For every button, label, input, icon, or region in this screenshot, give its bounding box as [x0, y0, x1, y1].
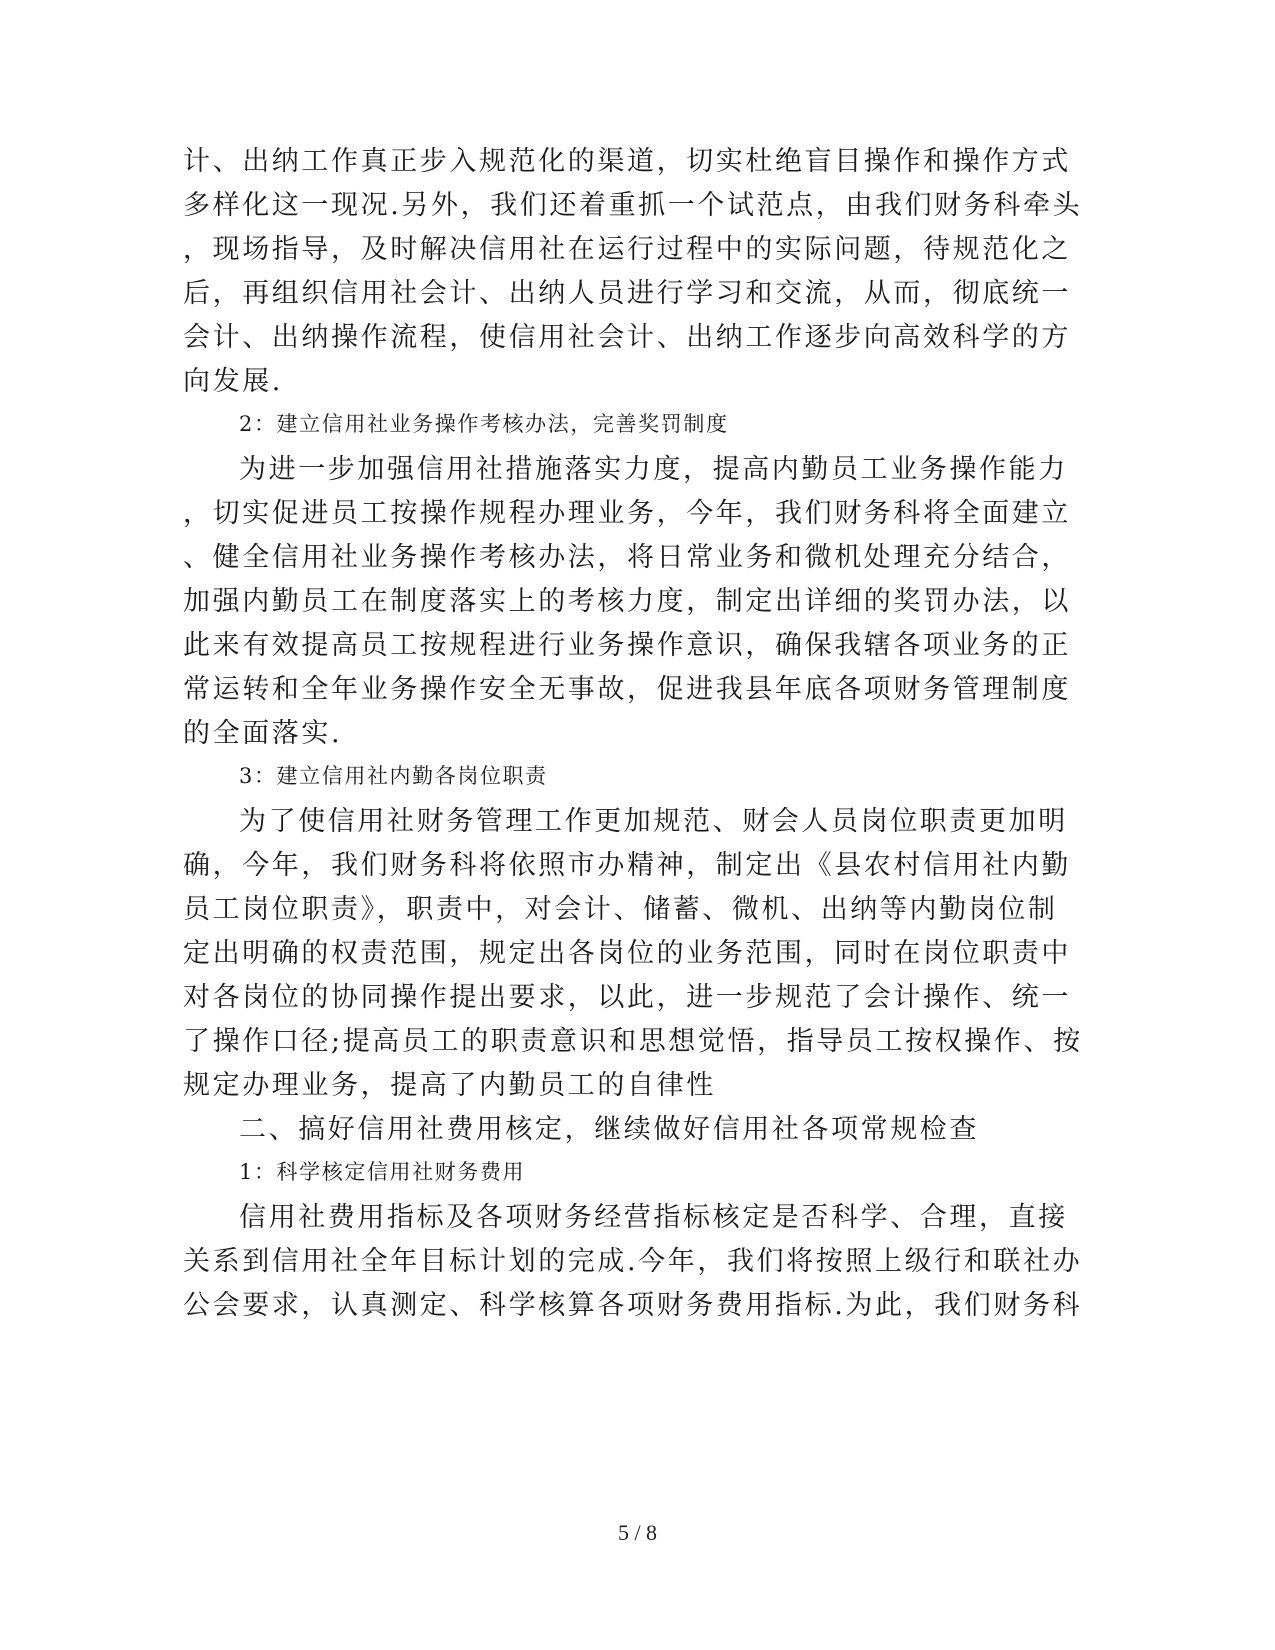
- text-line: 向发展.: [183, 366, 283, 397]
- document-page: [183, 145, 1083, 1333]
- text-line: 为进一步加强信用社措施落实力度，提高内勤员工业务操作能力: [239, 454, 1068, 485]
- text-line: ，切实促进员工按操作规程办理业务，今年，我们财务科将全面建立: [183, 498, 1071, 529]
- text-line: 、健全信用社业务操作考核办法，将日常业务和微机处理充分结合，: [183, 542, 1071, 573]
- text-line: 加强内勤员工在制度落实上的考核力度，制定出详细的奖罚办法，以: [183, 586, 1071, 617]
- subheading-2: 2：建立信用社业务操作考核办法，完善奖罚制度: [239, 412, 729, 436]
- paragraph-fees: [183, 1201, 1083, 1323]
- text-line: 为了使信用社财务管理工作更加规范、财会人员岗位职责更加明: [239, 806, 1068, 837]
- text-line: 确，今年，我们财务科将依照市办精神，制定出《县农村信用社内勤: [183, 850, 1071, 881]
- text-line: 信用社费用指标及各项财务经营指标核定是否科学、合理，直接: [239, 1202, 1068, 1233]
- text-line: 了操作口径;提高员工的职责意识和思想觉悟，指导员工按权操作、按: [183, 1026, 1083, 1057]
- text-line: 规定办理业务，提高了内勤员工的自律性: [183, 1070, 716, 1101]
- text-line: 对各岗位的协同操作提出要求，以此，进一步规范了会计操作、统一: [183, 982, 1071, 1013]
- text-line: 员工岗位职责》，职责中，对会计、储蓄、微机、出纳等内勤岗位制: [183, 894, 1058, 925]
- subheading-fees: 1：科学核定信用社财务费用: [239, 1160, 526, 1184]
- paragraph-duties: [183, 805, 1083, 1103]
- paragraph-continuation: [183, 145, 1083, 399]
- text-line: 的全面落实.: [183, 718, 343, 749]
- text-line: 多样化这一现况.另外，我们还着重抓一个试范点，由我们财务科牵头: [183, 190, 1083, 221]
- text-line: 定出明确的权责范围，规定出各岗位的业务范围，同时在岗位职责中: [183, 938, 1071, 969]
- subheading-3: 3：建立信用社内勤各岗位职责: [239, 764, 548, 788]
- text-line: 计、出纳工作真正步入规范化的渠道，切实杜绝盲目操作和操作方式: [183, 146, 1071, 177]
- text-line: 关系到信用社全年目标计划的完成.今年，我们将按照上级行和联社办: [183, 1246, 1083, 1277]
- section-title: 二、搞好信用社费用核定，继续做好信用社各项常规检查: [239, 1114, 979, 1145]
- paragraph-assessment: [183, 453, 1073, 751]
- text-line: 会计、出纳操作流程，使信用社会计、出纳工作逐步向高效科学的方: [183, 322, 1071, 353]
- text-line: 此来有效提高员工按规程进行业务操作意识，确保我辖各项业务的正: [183, 630, 1071, 661]
- text-line: 常运转和全年业务操作安全无事故，促进我县年底各项财务管理制度: [183, 674, 1071, 705]
- text-line: 后，再组织信用社会计、出纳人员进行学习和交流，从而，彻底统一: [183, 278, 1071, 309]
- text-line: ，现场指导，及时解决信用社在运行过程中的实际问题，待规范化之: [183, 234, 1071, 265]
- text-line: 公会要求，认真测定、科学核算各项财务费用指标.为此，我们财务科: [183, 1290, 1083, 1321]
- page-number: 5 / 8: [617, 1520, 658, 1545]
